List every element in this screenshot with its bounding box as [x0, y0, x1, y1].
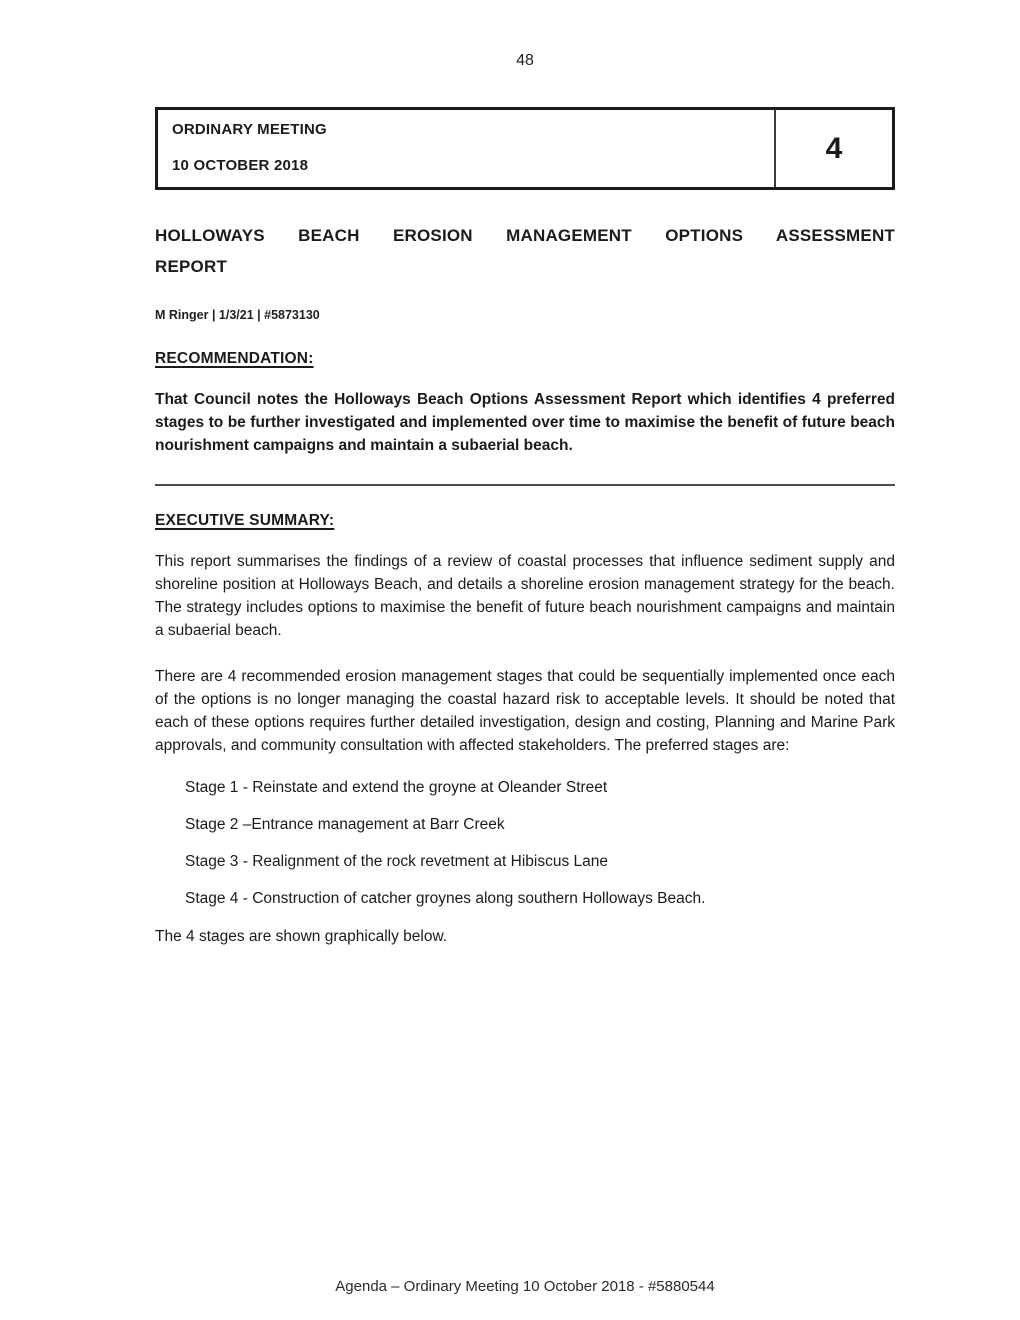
executive-summary-paragraph-1: This report summarises the findings of a review of coastal processes that influence sediment supply and shoreline position at Holloways Beach, and details a shoreline erosion management strategy for the beach. The strategy includes options to maximise the benefit of future beach nourishment campaigns and maintain a subaerial beach.	[155, 553, 895, 639]
stage-item: Stage 3 - Realignment of the rock revetment at Hibiscus Lane	[185, 853, 609, 870]
report-title-line-1: HOLLOWAYS BEACH EROSION MANAGEMENT OPTIONS ASSESSMENT	[155, 226, 895, 245]
stage-item: Stage 1 - Reinstate and extend the groyne at Oleander Street	[185, 779, 608, 796]
page-content	[155, 52, 895, 948]
meeting-type: ORDINARY MEETING	[172, 121, 327, 138]
meeting-info-cell	[158, 110, 774, 187]
stage-list	[155, 776, 895, 910]
meeting-header-box	[155, 107, 895, 190]
agenda-item-number: 4	[774, 110, 892, 187]
report-title	[155, 220, 895, 282]
report-title-line-2: REPORT	[155, 257, 228, 276]
stage-item: Stage 2 –Entrance management at Barr Creek	[185, 816, 505, 833]
recommendation-heading: RECOMMENDATION:	[155, 350, 314, 367]
page-number: 48	[516, 52, 534, 69]
report-byline: M Ringer | 1/3/21 | #5873130	[155, 308, 320, 322]
meeting-date: 10 OCTOBER 2018	[172, 157, 309, 174]
executive-summary-heading: EXECUTIVE SUMMARY:	[155, 512, 335, 529]
stage-item: Stage 4 - Construction of catcher groynes along southern Holloways Beach.	[185, 890, 706, 907]
recommendation-body: That Council notes the Holloways Beach Options Assessment Report which identifies 4 preferred stages to be further investigated and implemented over time to maximise the benefit of future beach nourishment campaigns and maintain a subaerial beach.	[155, 391, 895, 454]
closing-line: The 4 stages are shown graphically below.	[155, 928, 448, 945]
page-footer: Agenda – Ordinary Meeting 10 October 2018 - #5880544	[335, 1278, 715, 1295]
executive-summary-paragraph-2: There are 4 recommended erosion management stages that could be sequentially implemented once each of the options is no longer managing the coastal hazard risk to acceptable levels. It should be noted that each of these options requires further detailed investigation, design and costing, Planning and Marine Park approvals, and community consultation with affected stakeholders. The preferred stages are:	[155, 668, 895, 754]
section-divider	[155, 484, 895, 486]
